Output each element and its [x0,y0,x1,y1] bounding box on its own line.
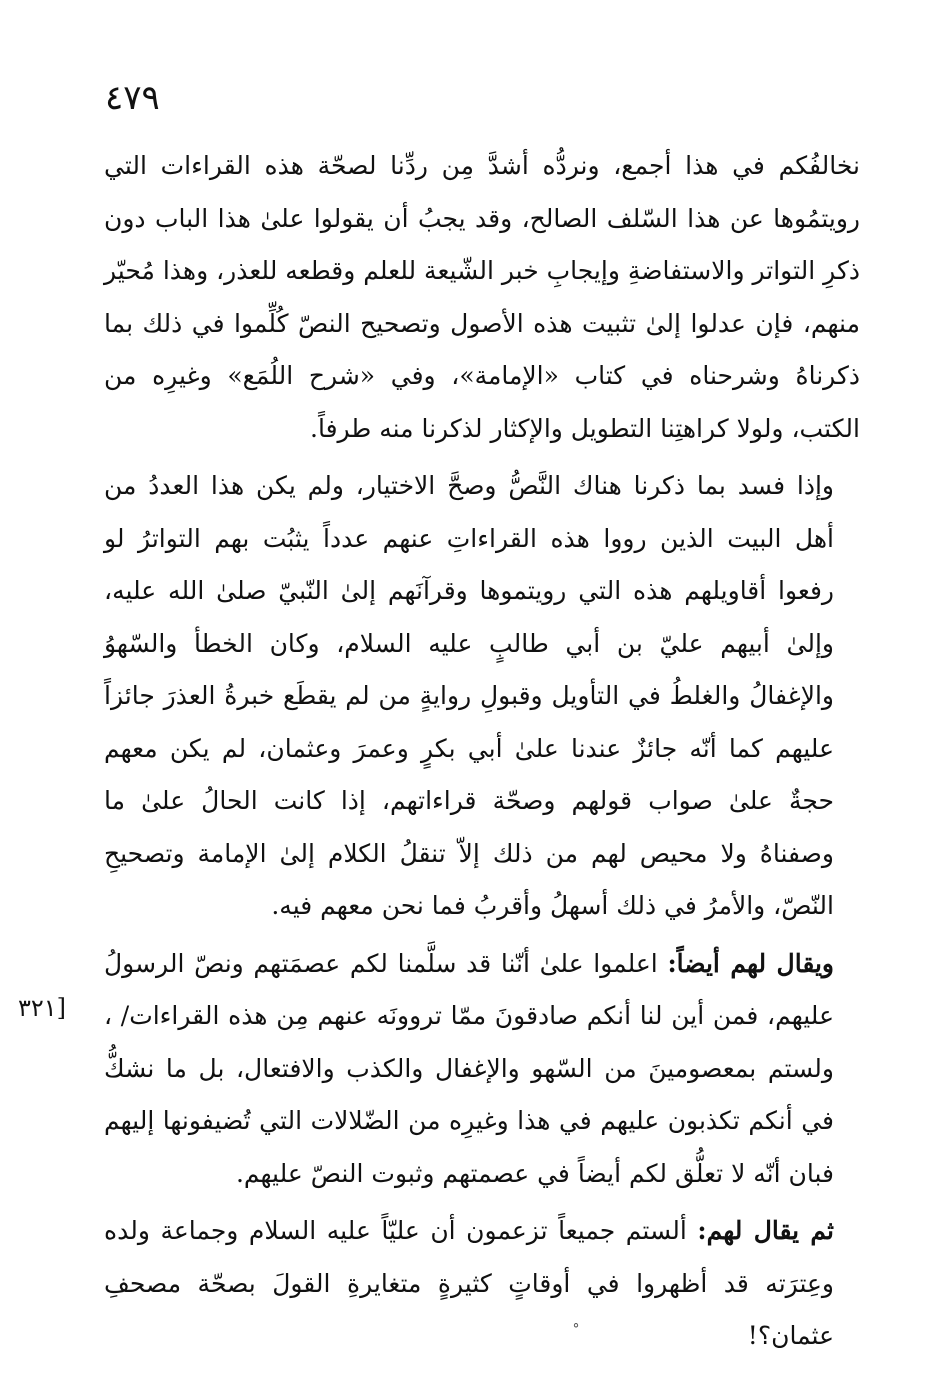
paragraph-2 [104,460,860,933]
paragraph-4 [104,1205,860,1363]
paragraph-4-lead: ثم يقال لهم: [697,1216,834,1245]
bottom-mark: ˚ [572,1322,580,1341]
paragraph-3-lead: ويقال لهم أيضاً: [667,948,834,978]
paragraph-2-text: وإذا فسد بما ذكرنا هناك النَّصُّ وصحَّ الاختيار، ولم يكن هذا العددُ من أهل البيت الذين رووا هذه القراءاتِ عنهم عدداً يثبُت بهم التواترُ لو رفعوا أقاويلهم هذه التي رويتموها وقرآنَهم إلىٰ النّبيّ صلىٰ الله عليه، وإلىٰ أبيهم عليّ بن أبي طالبٍ عليه السلام، وكان الخطأ والسّهوُ والإغفالُ والغلطُ في التأويل وقبولِ روايةٍ من لم يقطَع خبرةُ العذرَ جائزاً عليهم كما أنّه جائزٌ عندنا علىٰ أبي بكرٍ وعمرَ وعثمان، لم يكن معهم حجةٌ علىٰ صواب قولهم وصحّة قراءاتهم، إذا كانت الحالُ علىٰ ما وصفناهُ ولا محيص لهم من ذلك إلاّ تنقلُ الكلام إلىٰ الإمامة وتصحيحِ النّصّ، والأمرُ في ذلك أسهلُ وأقربُ فما نحن معهم فيه. [104,471,834,920]
paragraph-1 [104,140,860,455]
paragraph-1-text: نخالفُكم في هذا أجمع، ونردُّه أشدَّ مِن ردِّنا لصحّة هذه القراءات التي رويتمُوها عن هذا السّلف الصالح، وقد يجبُ أن يقولوا علىٰ هذا الباب دون ذكرِ التواتر والاستفاضةِ وإيجابِ خبر الشّيعة للعلم وقطعه للعذر، وهذا مُحيّر منهم، فإن عدلوا إلىٰ تثبيت هذه الأصول وتصحيح النصّ كُلِّموا في ذلك بما ذكرناهُ وشرحناه في كتاب «الإمامة»، وفي «شرح اللُمَع» وغيرِه من الكتب، ولولا كراهتِنا التطويل والإكثار لذكرنا منه طرفاً. [104,151,860,443]
paragraph-3-text: اعلموا علىٰ أنّنا قد سلَّمنا لكم عصمَتهم ونصّ الرسولُ عليهم، فمن أين لنا أنكم صادقونَ ممّا تروونَه عنهم مِن هذه القراءات/ ، ولستم بمعصومينَ من السّهو والإغفال والكذب والافتعال، بل ما نشكُّ في أنكم تكذبون عليهم في هذا وغيرِه من الضّلالات التي تُضيفونها إليهم فبان أنّه لا تعلُّق لكم أيضاً في عصمتهم وثبوت النصّ عليهم. [104,948,834,1188]
paragraph-4-text: ألستم جميعاً تزعمون أن عليّاً عليه السلام وجماعة ولده وعِترَته قد أظهروا في أوقاتٍ كثيرةٍ متغايرةِ القولَ بصحّة مصحفِ عثمان؟! [104,1216,834,1350]
margin-reference: [٣٢١ [18,994,67,1022]
paragraph-3 [104,938,860,1201]
body-text [104,140,860,1363]
page-number: ٤٧٩ [105,78,160,118]
